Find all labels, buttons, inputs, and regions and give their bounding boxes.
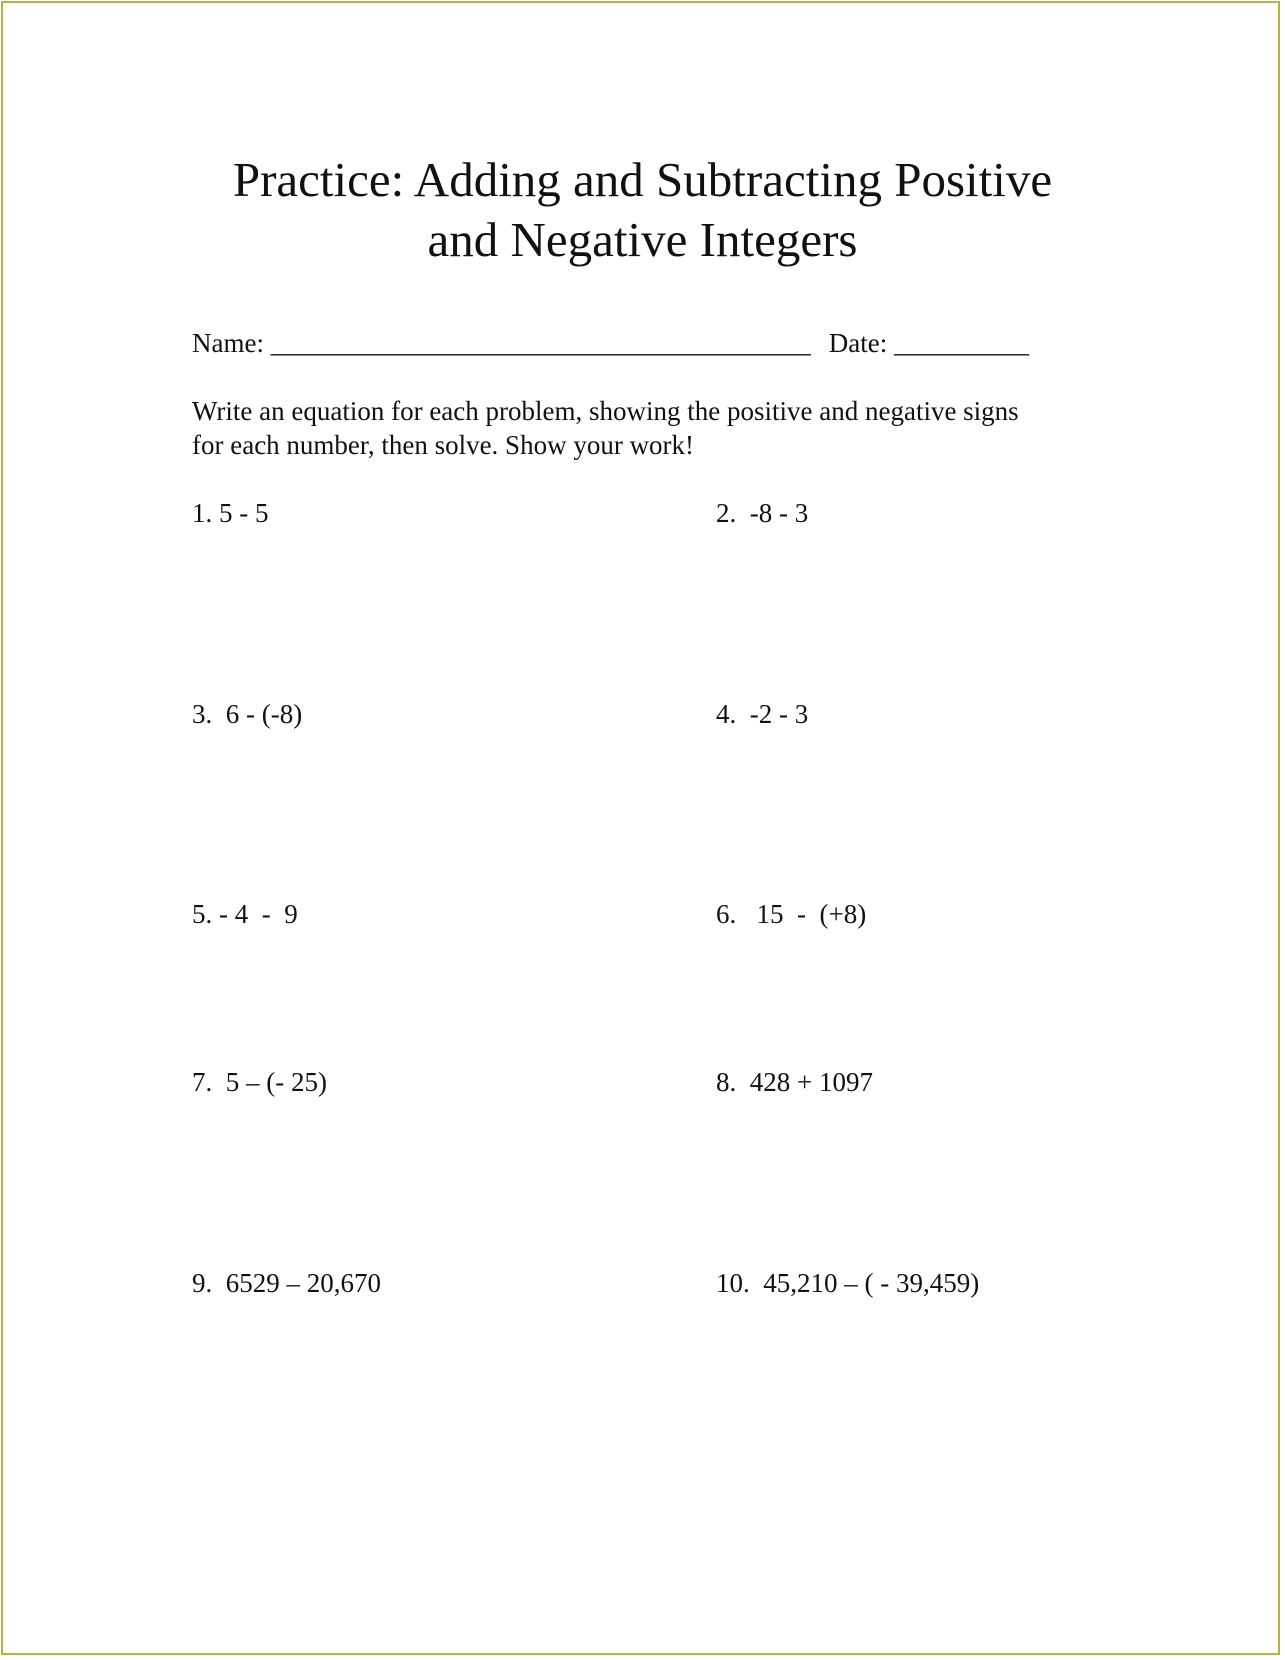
problem-2: 2. -8 - 3 (716, 498, 809, 528)
problem-6: 6. 15 - (+8) (716, 899, 867, 929)
name-field-label[interactable]: Name: ________________________________________ (192, 328, 811, 358)
title-line-1: Practice: Adding and Subtracting Positive (232, 152, 1053, 207)
problem-10: 10. 45,210 – ( - 39,459) (716, 1268, 980, 1298)
instructions-line-2: for each number, then solve. Show your work! (192, 430, 695, 460)
problem-7: 7. 5 – (- 25) (192, 1067, 327, 1097)
instructions (192, 394, 1112, 462)
problem-4: 4. -2 - 3 (716, 699, 809, 729)
problem-5: 5. - 4 - 9 (192, 899, 298, 929)
page-title (0, 150, 1285, 270)
problem-1: 1. 5 - 5 (192, 498, 269, 528)
problem-3: 3. 6 - (-8) (192, 699, 303, 729)
name-date-line (192, 326, 1029, 360)
title-line-2: and Negative Integers (427, 212, 858, 267)
instructions-line-1: Write an equation for each problem, showing the positive and negative signs (192, 396, 1019, 426)
problem-9: 9. 6529 – 20,670 (192, 1268, 381, 1298)
problem-8: 8. 428 + 1097 (716, 1067, 873, 1097)
date-field-label[interactable]: Date: __________ (828, 328, 1029, 358)
